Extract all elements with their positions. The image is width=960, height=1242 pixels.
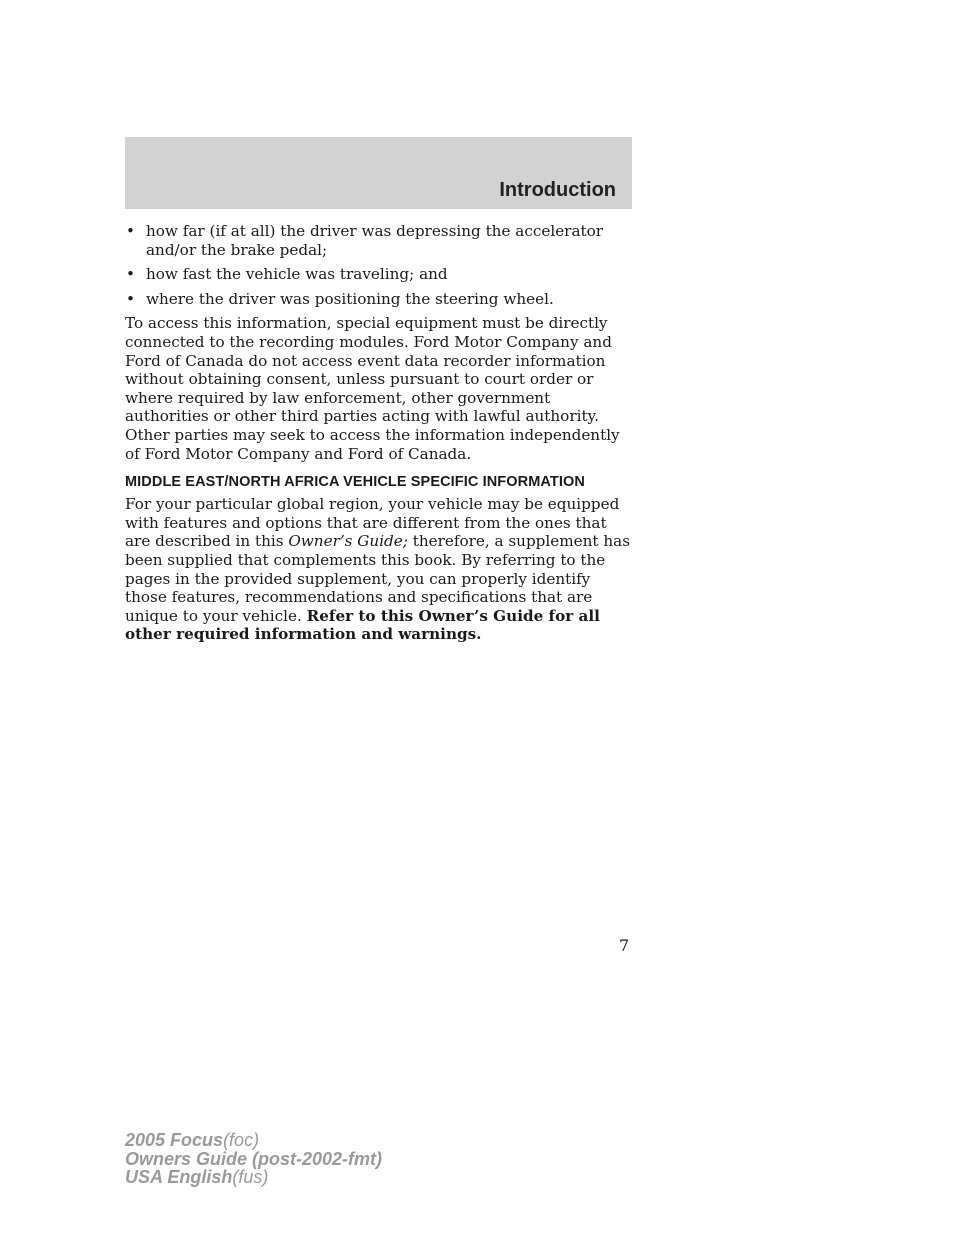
bullet-item [125, 290, 635, 309]
page-number: 7 [619, 936, 630, 955]
bullet-icon: • [126, 222, 135, 240]
footer-language: USA English [125, 1167, 233, 1187]
body-paragraph: To access this information, special equipment must be directly connected to the recording modules. Ford Motor Company and Ford of Canada do not access event data recorder information without obtaining consent, unless pursuant to court order or where required by law enforcement, other government authorities or other third parties acting with lawful authority. Other parties may seek to access the information independently of Ford Motor Company and Ford of Canada. [125, 314, 620, 463]
guide-title-italic: Owner’s Guide; [288, 532, 408, 551]
bullet-icon: • [126, 265, 135, 284]
paragraph-text: For your particular global region, your vehicle may be equipped with features and options that are different from the ones that are described in this [125, 495, 620, 551]
bullet-text: where the driver was positioning the steering wheel. [146, 289, 554, 308]
footer-line [125, 1168, 382, 1187]
bullet-icon: • [126, 289, 135, 308]
footer-language-code: (fus) [232, 1167, 269, 1187]
footer-line [125, 1131, 382, 1150]
page-content [125, 222, 635, 651]
footer-guide-format: Owners Guide (post-2002-fmt) [125, 1148, 383, 1169]
section-header-band [125, 137, 632, 209]
footer-model-code: (foc) [223, 1130, 260, 1150]
bullet-text: how far (if at all) the driver was depressing the accelerator and/or the brake pedal; [146, 222, 604, 259]
bullet-text: how fast the vehicle was traveling; and [146, 265, 448, 284]
footer-model: 2005 Focus [125, 1130, 224, 1150]
body-paragraph [125, 495, 635, 644]
paragraph-text: therefore, a supplement has been supplied that complements this book. By referring to the pages in the provided supplement, you can properly identify those features, recommendations and specifications that are unique to your vehicle. [125, 532, 630, 625]
bullet-item [125, 265, 635, 284]
bullet-item [125, 222, 635, 259]
section-heading: MIDDLE EAST/NORTH AFRICA VEHICLE SPECIFIC INFORMATION [125, 474, 585, 491]
document-footer [125, 1131, 382, 1187]
section-title: Introduction [499, 179, 616, 201]
warning-emphasis: Refer to this Owner’s Guide for all other required information and warnings. [125, 606, 600, 644]
